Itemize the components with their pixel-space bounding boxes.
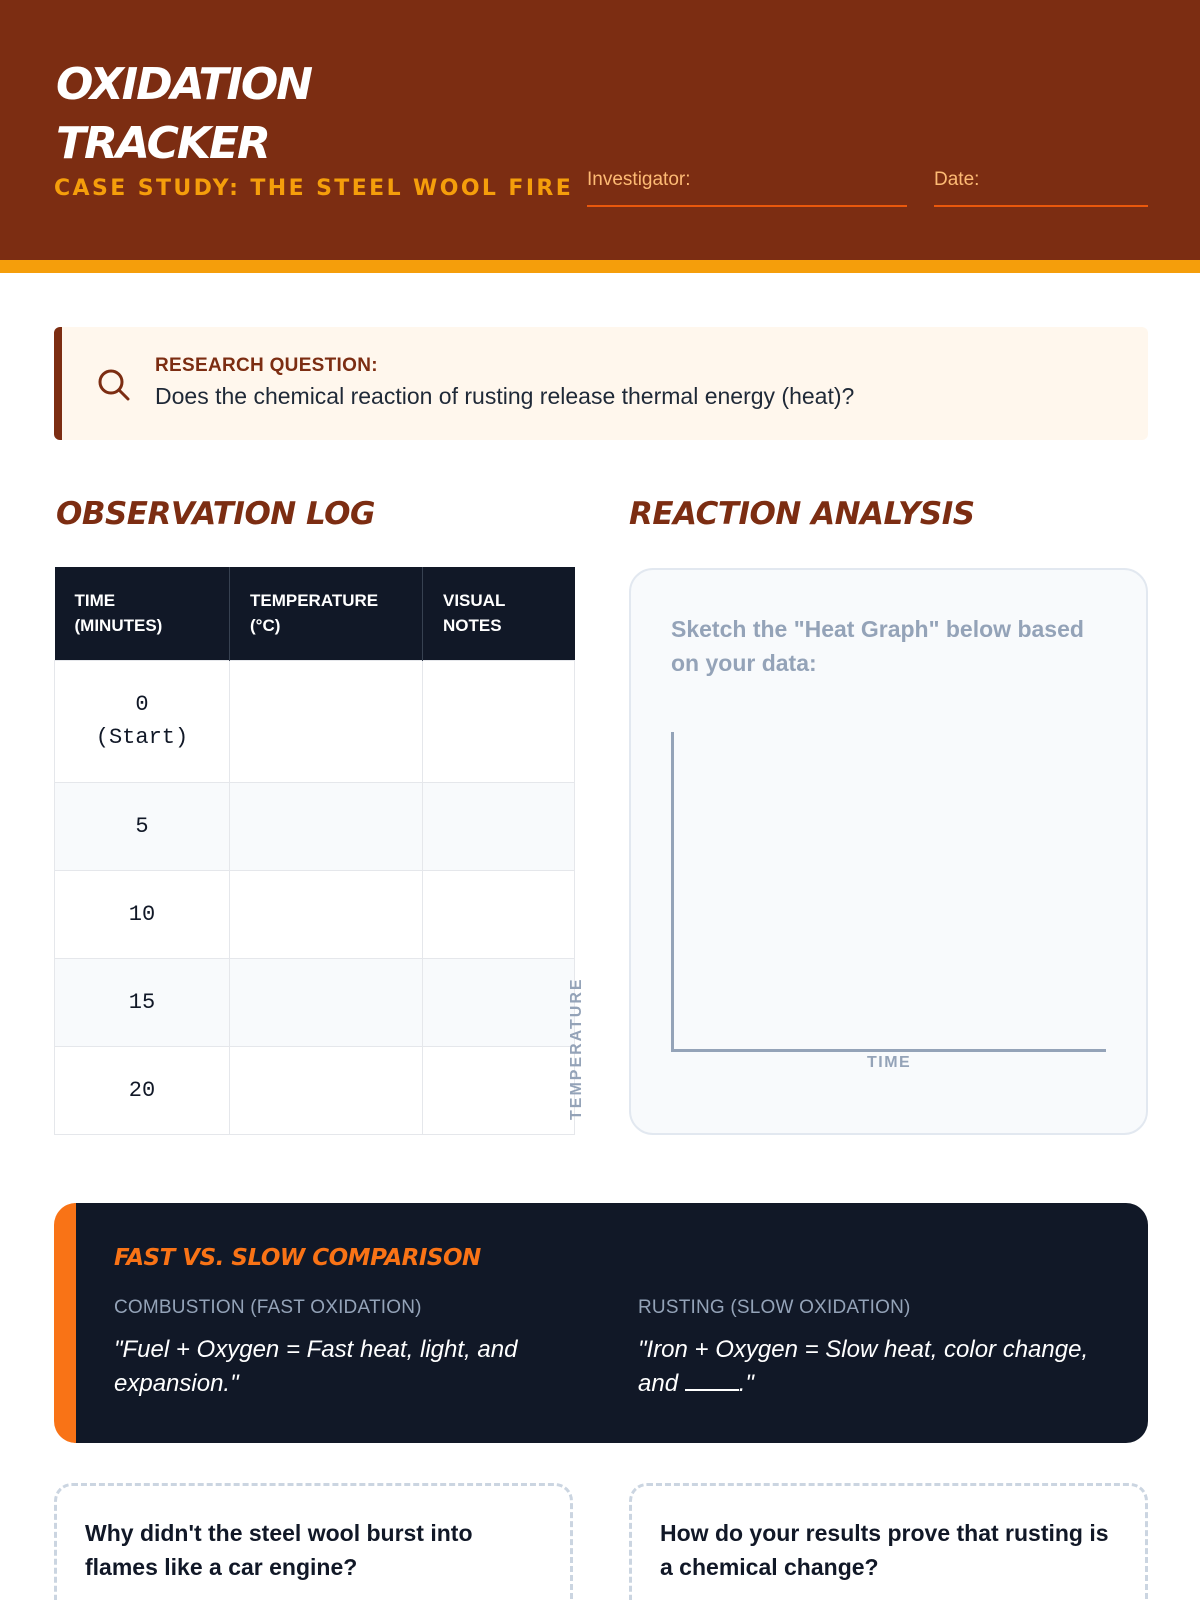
comparison-title: FAST VS. SLOW COMPARISON [114,1245,481,1271]
temperature-cell[interactable] [230,782,423,870]
visual-notes-cell[interactable] [423,1046,575,1134]
table-row [55,958,575,1046]
table-row [55,1046,575,1134]
visual-notes-cell[interactable] [423,660,575,782]
visual-notes-cell[interactable] [423,782,575,870]
graph-x-axis [671,1049,1106,1052]
research-question-text: Does the chemical reaction of rusting release thermal energy (heat)? [155,383,855,409]
rusting-text-end: ." [738,1370,754,1397]
investigator-field[interactable] [587,169,907,207]
column-header-visual-notes: VISUAL NOTES [423,567,575,660]
heat-graph-card [629,568,1148,1135]
search-icon [96,367,132,403]
combustion-label: COMBUSTION (FAST OXIDATION) [114,1297,422,1318]
date-label: Date: [934,169,980,190]
header-banner [0,0,1200,260]
x-axis-label: TIME [867,1054,912,1071]
y-axis-label: TEMPERATURE [568,977,585,1120]
question-box[interactable] [54,1483,573,1600]
reaction-analysis-title: REACTION ANALYSIS [629,496,975,532]
header-stripe [0,260,1200,273]
observation-table [54,567,575,1135]
time-cell: 10 [55,870,230,958]
column-header-temperature: TEMPERATURE (°C) [230,567,423,660]
question-text: How do your results prove that rusting is a chemical change? [660,1520,1109,1580]
combustion-column [114,1297,594,1401]
temperature-cell[interactable] [230,1046,423,1134]
time-cell: 20 [55,1046,230,1134]
graph-prompt: Sketch the "Heat Graph" below based on your data: [671,616,1084,676]
combustion-text: "Fuel + Oxygen = Fast heat, light, and expansion." [114,1336,518,1397]
comparison-panel [54,1203,1148,1443]
visual-notes-cell[interactable] [423,870,575,958]
table-row [55,660,575,782]
page-subtitle: CASE STUDY: THE STEEL WOOL FIRE [54,176,574,201]
temperature-cell[interactable] [230,870,423,958]
page-title [56,55,576,173]
title-line-1: OXIDATION [56,59,312,110]
temperature-cell[interactable] [230,958,423,1046]
title-line-2: TRACKER [56,118,269,169]
rusting-text [638,1333,1118,1401]
investigator-label: Investigator: [587,169,691,190]
table-row [55,870,575,958]
research-question-box [54,327,1148,440]
research-question-label: RESEARCH QUESTION: [155,355,378,376]
fill-in-blank[interactable] [685,1389,739,1391]
question-text: Why didn't the steel wool burst into flames like a car engine? [85,1520,473,1580]
time-cell: 5 [55,782,230,870]
visual-notes-cell[interactable] [423,958,575,1046]
time-cell: 0 (Start) [55,660,230,782]
rusting-label: RUSTING (SLOW OXIDATION) [638,1297,911,1318]
date-field[interactable] [934,169,1148,207]
rusting-column [638,1297,1118,1401]
graph-y-axis [671,732,674,1052]
rusting-text-start: "Iron + Oxygen = Slow heat, color change, and [638,1336,1089,1397]
column-header-time: TIME (MINUTES) [55,567,230,660]
time-cell: 15 [55,958,230,1046]
temperature-cell[interactable] [230,660,423,782]
observation-log-title: OBSERVATION LOG [56,496,375,532]
table-header-row [55,567,575,660]
question-box[interactable] [629,1483,1148,1600]
table-row [55,782,575,870]
